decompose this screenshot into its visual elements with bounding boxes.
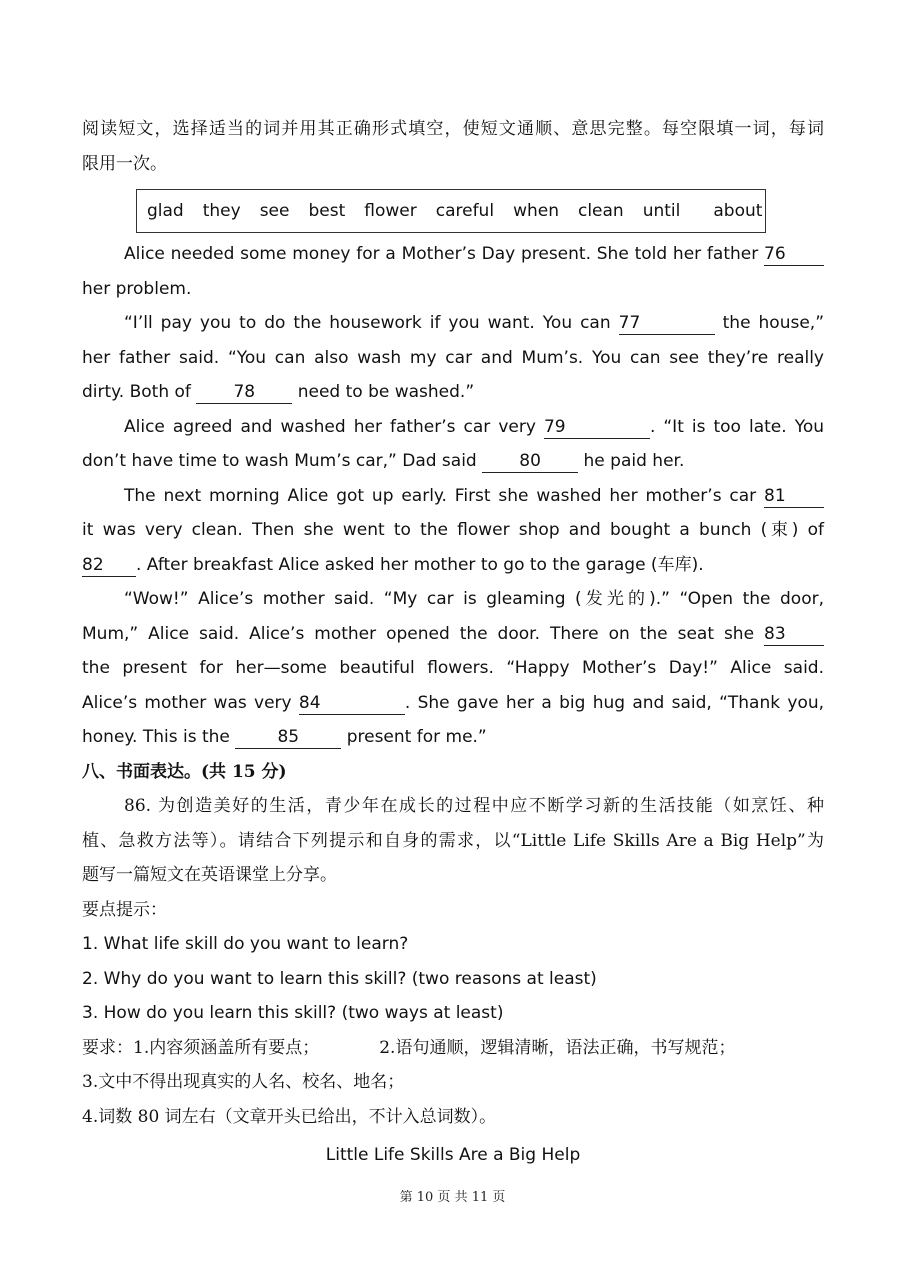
- passage-line: it was very clean. Then she went to the flower shop and bought a bunch (束) of: [82, 520, 824, 540]
- blank-83: 83: [764, 623, 824, 646]
- passage-line: “Wow!” Alice’s mother said. “My car is gleaming (发光的).” “Open the door,: [124, 589, 824, 609]
- tip-keyword: Why: [103, 968, 142, 989]
- document-page: [82, 112, 824, 1190]
- passage-text: Alice agreed and washed her father’s car very: [124, 416, 536, 437]
- passage-text: . She gave her a big hug and said, “Thank you,: [404, 692, 825, 713]
- passage-text: Mum,” Alice said. Alice’s mother opened the door. There on the seat she: [82, 623, 755, 644]
- word-bank-box: [136, 189, 766, 233]
- question-86-line: 植、急救方法等）。请结合下列提示和自身的需求，以“Little Life Skills Are a Big Help”为: [82, 830, 824, 851]
- blank-84: 84: [299, 692, 405, 715]
- passage-text: Alice’s mother was very: [82, 692, 292, 713]
- word-bank-item: flower: [364, 201, 417, 221]
- passage-line: [82, 686, 824, 721]
- blank-80: 80: [482, 450, 578, 473]
- word-bank-item: until: [642, 201, 681, 221]
- passage-text: the house,”: [722, 313, 824, 333]
- passage-line: [82, 720, 824, 755]
- essay-title: Little Life Skills Are a Big Help: [325, 1145, 581, 1165]
- passage-text: dirty. Both of: [82, 382, 191, 402]
- blank-79: 79: [544, 416, 650, 439]
- passage-text: honey. This is the: [82, 727, 230, 747]
- passage-line: her father said. “You can also wash my car and Mum’s. You can see they’re really: [82, 347, 824, 368]
- passage-text: . “It is too late. You: [649, 416, 824, 437]
- blank-76: 76: [764, 243, 824, 266]
- passage-text: don’t have time to wash Mum’s car,” Dad said: [82, 451, 477, 471]
- requirement-2: 2.语句通顺，逻辑清晰，语法正确，书写规范；: [379, 1037, 736, 1058]
- requirement-1: 要求：1.内容须涵盖所有要点；: [82, 1037, 320, 1058]
- tip-item: 2. Why do you want to learn this skill? (two reasons at least): [82, 968, 597, 989]
- word-bank-item: when: [513, 201, 559, 221]
- section-heading: 八、书面表达。(共 15 分): [82, 761, 287, 782]
- passage-line: [82, 617, 824, 652]
- requirement-3: 3.文中不得出现真实的人名、校名、地名；: [82, 1072, 405, 1092]
- blank-77: 77: [619, 312, 715, 335]
- passage-text: “I’ll pay you to do the housework if you want. You can: [124, 313, 611, 333]
- tips-label: 要点提示：: [82, 899, 167, 920]
- tip-keyword: How: [103, 1003, 141, 1023]
- passage-text: need to be washed.”: [297, 382, 475, 402]
- tip-item: 1. What life skill do you want to learn?: [82, 934, 409, 954]
- passage-text: . After breakfast Alice asked her mother to go to the garage (车库).: [136, 554, 704, 575]
- word-bank-item: see: [259, 201, 290, 221]
- instruction-line-1: 阅读短文，选择适当的词并用其正确形式填空，使短文通顺、意思完整。每空限填一词，每词: [82, 119, 824, 139]
- passage-line: [82, 375, 824, 410]
- passage-line: her problem.: [82, 278, 192, 299]
- passage-text: Alice needed some money for a Mother’s Day present. She told her father: [124, 244, 759, 264]
- passage-line: [82, 306, 824, 341]
- passage-line: [82, 479, 824, 514]
- blank-78: 78: [196, 381, 292, 404]
- question-86-line: 86. 为创造美好的生活，青少年在成长的过程中应不断学习新的生活技能（如烹饪、种: [124, 796, 824, 816]
- passage-text: present for me.”: [346, 727, 487, 747]
- tip-keyword: What: [103, 934, 149, 954]
- blank-85: 85: [235, 726, 341, 749]
- word-bank-item: best: [308, 201, 346, 221]
- instruction-line-2: 限用一次。: [82, 153, 167, 174]
- passage-text: The next morning Alice got up early. First she washed her mother’s car: [124, 485, 757, 506]
- page-footer: 第 10 页 共 11 页: [399, 1190, 506, 1205]
- word-bank-item: glad: [147, 201, 184, 221]
- word-bank-item: careful: [435, 201, 495, 221]
- requirement-4: 4.词数 80 词左右（文章开头已给出，不计入总词数）。: [82, 1106, 497, 1127]
- passage-line: [82, 410, 824, 445]
- word-bank-item: clean: [577, 201, 624, 221]
- blank-82: 82: [82, 554, 136, 577]
- passage-line: [82, 237, 824, 272]
- passage-line: [82, 444, 824, 479]
- word-bank-item: they: [202, 201, 241, 221]
- passage-line: the present for her—some beautiful flowers. “Happy Mother’s Day!” Alice said.: [82, 658, 824, 678]
- question-86-line: 题写一篇短文在英语课堂上分享。: [82, 865, 337, 885]
- word-bank-item: about: [713, 201, 763, 221]
- tip-item: 3. How do you learn this skill? (two ways at least): [82, 1003, 504, 1023]
- blank-81: 81: [764, 485, 824, 508]
- requirement-line: [82, 1031, 824, 1066]
- passage-line: [82, 548, 824, 583]
- passage-text: he paid her.: [583, 451, 685, 471]
